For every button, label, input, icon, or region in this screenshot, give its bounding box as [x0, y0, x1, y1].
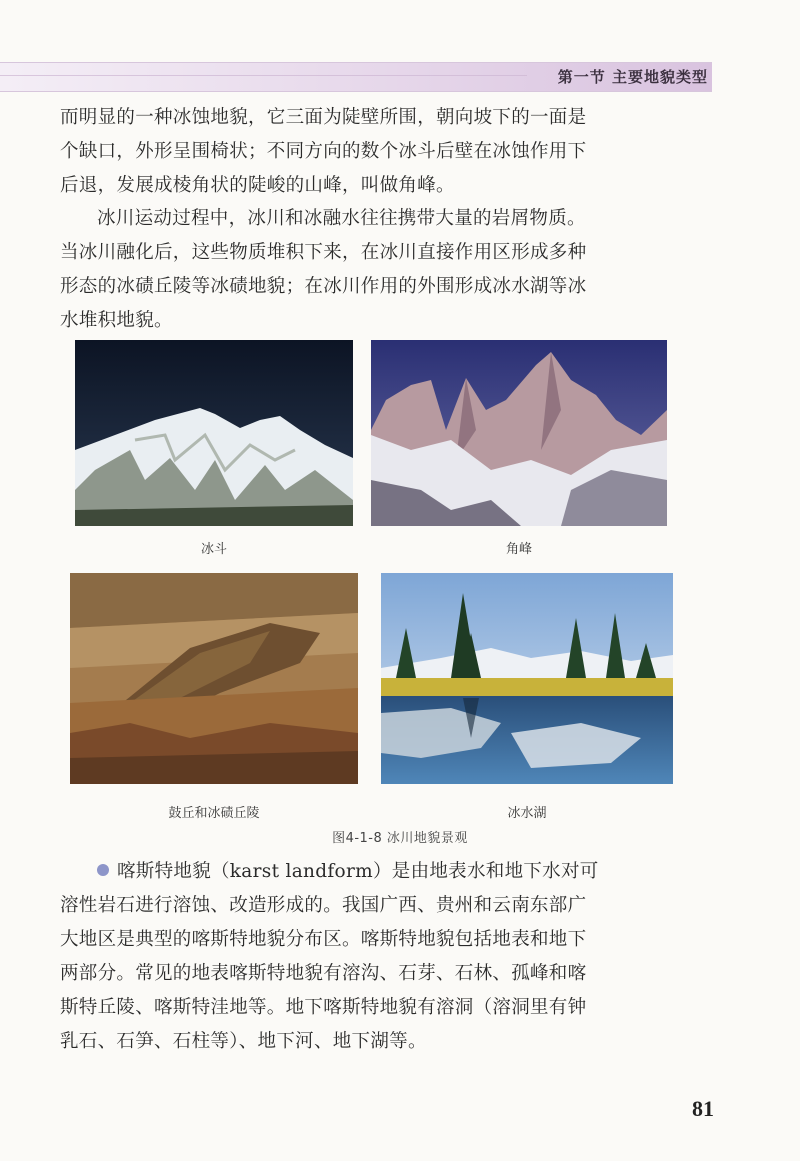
- caption-horn-peak: 角峰: [505, 542, 532, 557]
- caption-cirque: 冰斗: [200, 542, 227, 557]
- paragraph-cirque: 而明显的一种冰蚀地貌，它三面为陡壁所围，朝向坡下的一面是个缺口，外形呈围椅状；不同方向的数个冰斗后壁在冰蚀作用下后退，发展成棱角状的陡峻的山峰，叫做角峰。: [60, 107, 587, 196]
- section-title: 第一节 主要地貌类型: [557, 68, 708, 86]
- caption-glacial-lake: 冰水湖: [507, 806, 547, 821]
- drumlin-photo: [70, 573, 358, 784]
- glacial-lake-photo: [381, 573, 673, 784]
- paragraph-karst: [60, 855, 600, 1059]
- page-number: 81: [692, 1096, 714, 1121]
- caption-drumlin: 鼓丘和冰碛丘陵: [168, 806, 260, 821]
- bullet-dot-icon: [97, 864, 109, 876]
- cirque-photo: [75, 340, 353, 526]
- horn-peak-photo: [371, 340, 667, 526]
- figure-title: 图4-1-8 冰川地貌景观: [332, 831, 468, 846]
- paragraph-glacial-deposits: 冰川运动过程中，冰川和冰融水往往携带大量的岩屑物质。当冰川融化后，这些物质堆积下来，在冰川直接作用区形成多种形态的冰碛丘陵等冰碛地貌；在冰川作用的外围形成冰水湖等冰水堆积地貌。: [60, 208, 587, 331]
- paragraph-karst-text: 喀斯特地貌（karst landform）是由地表水和地下水对可溶性岩石进行溶蚀、改造形成的。我国广西、贵州和云南东部广大地区是典型的喀斯特地貌分布区。喀斯特地貌包括地表和地下两部分。常见的地表喀斯特地貌有溶沟、石芽、石林、孤峰和喀斯特丘陵、喀斯特洼地等。地下喀斯特地貌有溶洞（溶洞里有钟乳石、石笋、石柱等）、地下河、地下湖等。: [60, 861, 599, 1052]
